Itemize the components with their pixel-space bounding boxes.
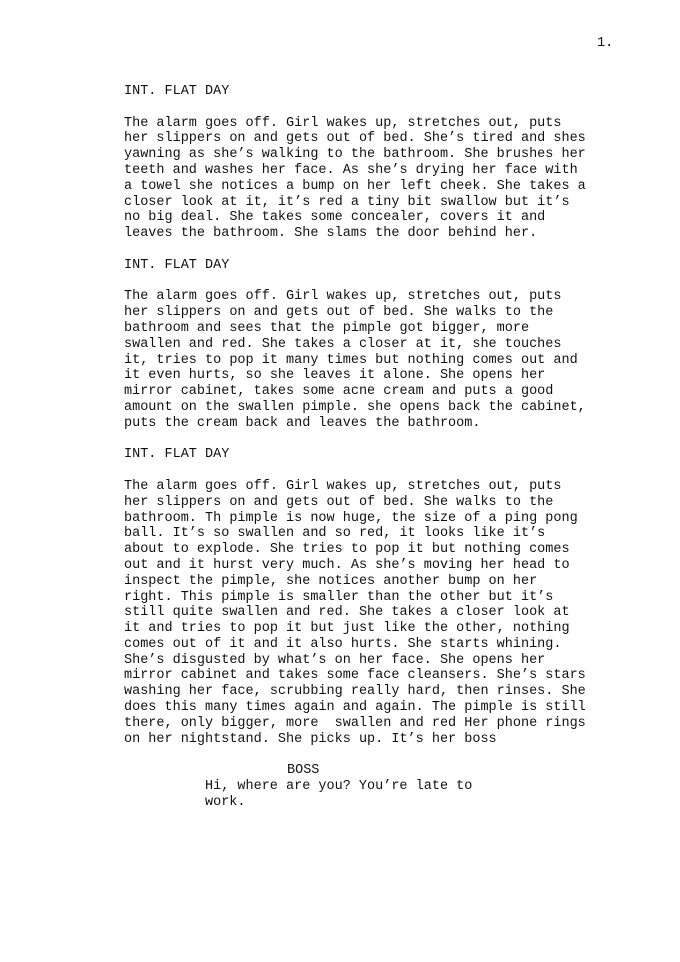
scene-heading-2: INT. FLAT DAY: [124, 257, 230, 273]
scene-heading-1: INT. FLAT DAY: [124, 84, 230, 99]
page-number: 1.: [597, 36, 614, 51]
action-block-2: The alarm goes off. Girl wakes up, stretches out, puts her slippers on and gets out of bed. She walks to the bathroom and sees that the pimple got bigger, more swallen and red. She takes a closer at it, she touches it, tries to pop it many times but nothing comes out and it even hurts, so she leaves it alone. She opens her mirror cabinet, takes some acne cream and puts a good amount on the swallen pimple. she opens back the cabinet, puts the cream back and leaves the bathroom.: [124, 289, 586, 431]
action-block-1: The alarm goes off. Girl wakes up, stretches out, puts her slippers on and gets out of bed. She’s tired and shes yawning as she’s walking to the bathroom. She brushes her teeth and washes her face. As she’s drying her face with a towel she notices a bump on her left cheek. She takes a closer look at it, it’s red a tiny bit swallow but it’s no big deal. She takes some concealer, covers it and leaves the bathroom. She slams the door behind her.: [124, 115, 586, 242]
action-block-3: The alarm goes off. Girl wakes up, stretches out, puts her slippers on and gets out of bed. She walks to the bathroom. Th pimple is now huge, the size of a ping pong ball. It’s so swallen and so red, it looks like it’s about to explode. She tries to pop it but nothing comes out and it hurst very much. As she’s moving her head to inspect the pimple, she notices another bump on her right. This pimple is smaller than the other but it’s still quite swallen and red. She takes a closer look at it and tries to pop it but just like the other, nothing comes out of it and it also hurts. She starts whining. She’s disgusted by what’s on her face. She opens her mirror cabinet and takes some face cleansers. She’s stars washing her face, scrubbing really hard, then rinses. She does this many times again and again. The pimple is still there, only bigger, more swallen and red Her phone rings on her nightstand. She picks up. It’s her boss: [124, 478, 586, 747]
character-name: BOSS: [287, 763, 320, 779]
scene-heading-3: INT. FLAT DAY: [124, 447, 230, 463]
script-body: [124, 84, 614, 811]
dialogue-line: Hi, where are you? You’re late to work.: [205, 779, 473, 810]
